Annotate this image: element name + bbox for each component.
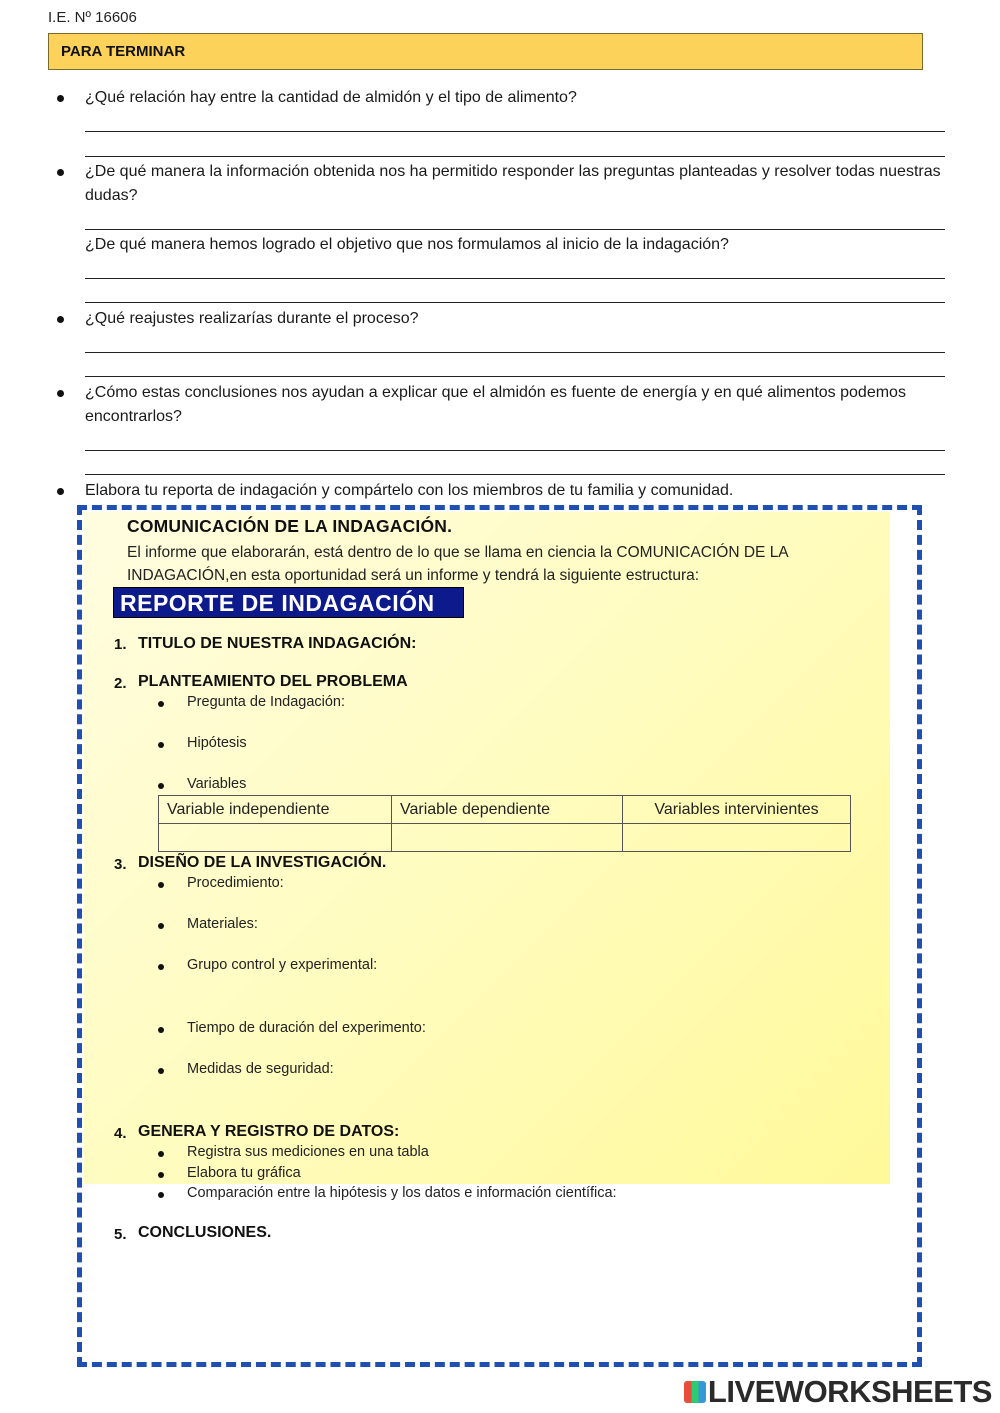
table-header: Variables intervinientes	[623, 796, 851, 824]
section-header: PARA TERMINAR	[48, 33, 923, 70]
answer-line[interactable]	[85, 156, 945, 157]
answer-line[interactable]	[85, 131, 945, 132]
bullet	[158, 1027, 164, 1033]
answer-line[interactable]	[85, 376, 945, 377]
question-6: Elabora tu reporta de indagación y compártelo con los miembros de tu familia y comunidad.	[85, 482, 734, 499]
list-item: Medidas de seguridad:	[187, 1061, 334, 1077]
answer-line[interactable]	[85, 474, 945, 475]
brand-name: LIVEWORKSHEETS	[707, 1374, 992, 1409]
table-cell[interactable]	[623, 824, 851, 852]
list-item: Hipótesis	[187, 735, 247, 751]
section-title: DISEÑO DE LA INVESTIGACIÓN.	[138, 854, 387, 871]
bullet	[158, 923, 164, 929]
bullet	[57, 95, 64, 102]
answer-line[interactable]	[85, 229, 945, 230]
table-cell[interactable]	[159, 824, 392, 852]
list-item: Elabora tu gráfica	[187, 1165, 301, 1181]
table-cell[interactable]	[392, 824, 623, 852]
list-item: Variables	[187, 776, 247, 792]
answer-line[interactable]	[85, 352, 945, 353]
section-number: 1.	[114, 636, 127, 653]
list-item: Procedimiento:	[187, 875, 284, 891]
question-1: ¿Qué relación hay entre la cantidad de almidón y el tipo de alimento?	[85, 89, 577, 106]
brand-logo	[684, 1374, 992, 1410]
communication-description: El informe que elaborarán, está dentro de lo que se llama en ciencia la COMUNICACIÓN DE LA INDAGACIÓN,en esta oportunidad será un informe y tendrá la siguiente estructura:	[127, 544, 788, 584]
answer-line[interactable]	[85, 450, 945, 451]
bullet	[57, 390, 64, 397]
bullet	[57, 488, 64, 495]
bullet	[158, 742, 164, 748]
variables-table	[158, 795, 851, 852]
question-3: ¿De qué manera hemos logrado el objetivo que nos formulamos al inicio de la indagación?	[85, 236, 729, 253]
communication-title: COMUNICACIÓN DE LA INDAGACIÓN.	[127, 516, 453, 536]
question-5: ¿Cómo estas conclusiones nos ayudan a explicar que el almidón es fuente de energía y en qué alimentos podemos encontrarlos?	[85, 384, 906, 425]
section-title: TITULO DE NUESTRA INDAGACIÓN:	[138, 635, 417, 652]
bullet	[158, 882, 164, 888]
section-number: 2.	[114, 675, 127, 692]
list-item: Comparación entre la hipótesis y los datos e información científica:	[187, 1185, 617, 1201]
section-number: 4.	[114, 1125, 127, 1142]
bullet	[158, 1192, 164, 1198]
list-item: Grupo control y experimental:	[187, 957, 378, 973]
section-title: PLANTEAMIENTO DEL PROBLEMA	[138, 673, 408, 690]
table-row	[159, 824, 851, 852]
table-header: Variable dependiente	[392, 796, 623, 824]
list-item: Tiempo de duración del experimento:	[187, 1020, 426, 1036]
liveworksheets-icon	[684, 1381, 706, 1403]
report-title: REPORTE DE INDAGACIÓN	[113, 587, 464, 618]
bullet	[57, 316, 64, 323]
bullet	[158, 1172, 164, 1178]
bullet	[158, 783, 164, 789]
bullet	[158, 701, 164, 707]
question-2: ¿De qué manera la información obtenida nos ha permitido responder las preguntas planteadas y resolver todas nuestras dudas?	[85, 163, 941, 204]
section-title: GENERA Y REGISTRO DE DATOS:	[138, 1123, 400, 1140]
table-row	[159, 796, 851, 824]
list-item: Pregunta de Indagación:	[187, 694, 346, 710]
bullet	[158, 1151, 164, 1157]
question-4: ¿Qué reajustes realizarías durante el proceso?	[85, 310, 419, 327]
bullet	[57, 169, 64, 176]
section-number: 5.	[114, 1226, 127, 1243]
list-item: Materiales:	[187, 916, 258, 932]
list-item: Registra sus mediciones en una tabla	[187, 1144, 429, 1160]
answer-line[interactable]	[85, 278, 945, 279]
section-number: 3.	[114, 856, 127, 873]
school-name: I.E. Nº 16606	[48, 9, 137, 26]
bullet	[158, 1068, 164, 1074]
table-header: Variable independiente	[159, 796, 392, 824]
bullet	[158, 964, 164, 970]
answer-line[interactable]	[85, 302, 945, 303]
section-title: CONCLUSIONES.	[138, 1224, 272, 1241]
